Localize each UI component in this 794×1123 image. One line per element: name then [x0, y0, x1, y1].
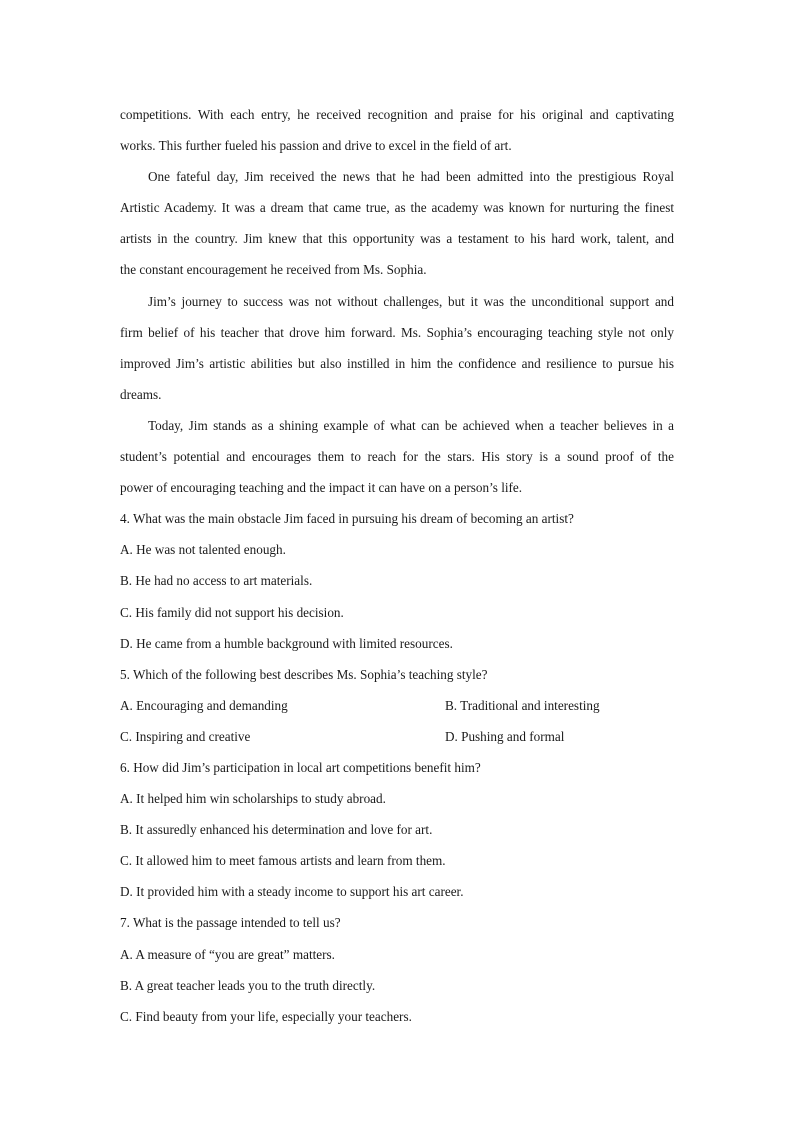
answer-options-row — [120, 721, 674, 752]
answer-option-a: A. He was not talented enough. — [120, 542, 286, 558]
passage-line: firm belief of his teacher that drove him forward. Ms. Sophia’s encouraging teaching style not only — [120, 324, 674, 340]
passage-paragraph-1 — [120, 99, 674, 161]
question-5 — [120, 659, 674, 752]
passage-line: One fateful day, Jim received the news that he had been admitted into the prestigious Royal — [148, 169, 674, 185]
answer-option-d: D. Pushing and formal — [445, 728, 565, 744]
answer-option-b: B. A great teacher leads you to the truth directly. — [120, 977, 376, 993]
question-4 — [120, 503, 674, 658]
question-7 — [120, 907, 674, 1031]
question-stem: 6. How did Jim’s participation in local art competitions benefit him? — [120, 759, 481, 775]
answer-option-c: C. Find beauty from your life, especially your teachers. — [120, 1008, 412, 1024]
question-stem: 7. What is the passage intended to tell us? — [120, 915, 341, 931]
answer-option-d: D. It provided him with a steady income to support his art career. — [120, 884, 464, 900]
passage-line: dreams. — [120, 386, 162, 402]
passage-line: student’s potential and encourages them to reach for the stars. His story is a sound proof of the — [120, 449, 674, 465]
answer-option-b: B. Traditional and interesting — [445, 697, 600, 713]
passage-line: Jim’s journey to success was not without challenges, but it was the unconditional support and — [148, 293, 674, 309]
passage-line: power of encouraging teaching and the impact it can have on a person’s life. — [120, 480, 523, 496]
answer-option-d: D. He came from a humble background with limited resources. — [120, 635, 453, 651]
answer-option-a: A. Encouraging and demanding — [120, 697, 288, 713]
passage-line: Artistic Academy. It was a dream that came true, as the academy was known for nurturing the finest — [120, 200, 674, 216]
passage-paragraph-2 — [120, 161, 674, 285]
passage-line: Today, Jim stands as a shining example of what can be achieved when a teacher believes in a — [148, 417, 674, 433]
passage-paragraph-4 — [120, 410, 674, 503]
question-stem: 4. What was the main obstacle Jim faced in pursuing his dream of becoming an artist? — [120, 511, 574, 527]
answer-option-a: A. A measure of “you are great” matters. — [120, 946, 335, 962]
passage-line: improved Jim’s artistic abilities but also instilled in him the confidence and resilience to pursue his — [120, 355, 674, 371]
passage-line: works. This further fueled his passion and drive to excel in the field of art. — [120, 138, 512, 154]
question-6 — [120, 752, 674, 907]
passage-line: the constant encouragement he received from Ms. Sophia. — [120, 262, 427, 278]
passage-line: competitions. With each entry, he received recognition and praise for his original and captivating — [120, 107, 674, 122]
answer-option-a: A. It helped him win scholarships to study abroad. — [120, 791, 386, 807]
answer-option-c: C. Inspiring and creative — [120, 728, 251, 744]
answer-option-b: B. He had no access to art materials. — [120, 573, 313, 589]
passage-paragraph-3 — [120, 286, 674, 410]
passage-line: artists in the country. Jim knew that this opportunity was a testament to his hard work, talent, and — [120, 231, 674, 247]
question-stem: 5. Which of the following best describes Ms. Sophia’s teaching style? — [120, 666, 488, 682]
answer-options-row — [120, 690, 674, 721]
document-page — [120, 99, 674, 1032]
answer-option-c: C. His family did not support his decision. — [120, 604, 344, 620]
answer-option-b: B. It assuredly enhanced his determination and love for art. — [120, 822, 433, 838]
answer-option-c: C. It allowed him to meet famous artists and learn from them. — [120, 853, 446, 869]
